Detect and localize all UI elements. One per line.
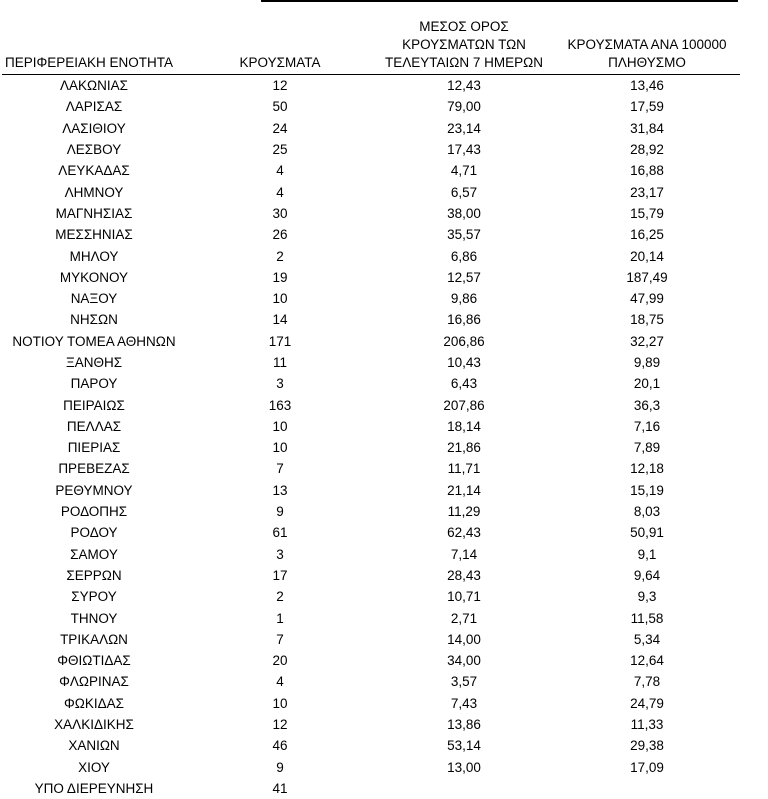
cell-region: ΜΕΣΣΗΝΙΑΣ [2,224,186,245]
cell-cases: 10 [186,693,374,714]
table-row [2,416,740,437]
cell-per100k: 29,38 [554,735,740,756]
cell-cases: 50 [186,96,374,117]
table-row [2,501,740,522]
cell-per100k: 11,33 [554,714,740,735]
cases-table [2,14,740,799]
table-row [2,267,740,288]
cell-region: ΝΟΤΙΟΥ ΤΟΜΕΑ ΑΘΗΝΩΝ [2,331,186,352]
cell-region: ΜΗΛΟΥ [2,245,186,266]
cell-per100k: 12,18 [554,458,740,479]
cell-cases: 26 [186,224,374,245]
cell-avg7: 3,57 [374,671,554,692]
cell-per100k: 15,19 [554,480,740,501]
cell-region: ΛΑΚΩΝΙΑΣ [2,75,186,97]
cell-avg7: 6,86 [374,245,554,266]
header-region: ΠΕΡΙΦΕΡΕΙΑΚΗ ΕΝΟΤΗΤΑ [2,14,186,75]
cell-per100k: 7,16 [554,416,740,437]
header-avg7-line3: ΤΕΛΕΥΤΑΙΩΝ 7 ΗΜΕΡΩΝ [374,54,554,72]
cell-cases: 14 [186,309,374,330]
cell-avg7: 16,86 [374,309,554,330]
header-per100k-line1: ΚΡΟΥΣΜΑΤΑ ΑΝΑ 100000 [554,36,740,54]
cell-cases: 1 [186,607,374,628]
cell-region: ΧΑΝΙΩΝ [2,735,186,756]
cell-per100k: 16,25 [554,224,740,245]
table-row [2,224,740,245]
cell-per100k: 24,79 [554,693,740,714]
table-row [2,437,740,458]
cell-per100k: 187,49 [554,267,740,288]
cell-cases: 4 [186,160,374,181]
table-row [2,565,740,586]
cell-avg7: 62,43 [374,522,554,543]
header-cases: ΚΡΟΥΣΜΑΤΑ [186,14,374,75]
cell-region: ΦΛΩΡΙΝΑΣ [2,671,186,692]
cell-cases: 7 [186,629,374,650]
cell-region: ΧΑΛΚΙΔΙΚΗΣ [2,714,186,735]
cell-region: ΛΕΣΒΟΥ [2,139,186,160]
cell-region: ΠΙΕΡΙΑΣ [2,437,186,458]
cell-cases: 30 [186,203,374,224]
cell-avg7: 12,57 [374,267,554,288]
cell-avg7: 79,00 [374,96,554,117]
cell-avg7: 53,14 [374,735,554,756]
header-row [2,14,740,75]
cell-region: ΛΕΥΚΑΔΑΣ [2,160,186,181]
cell-region: ΣΕΡΡΩΝ [2,565,186,586]
cell-avg7: 2,71 [374,607,554,628]
cell-avg7: 17,43 [374,139,554,160]
cell-avg7: 207,86 [374,394,554,415]
table-row [2,607,740,628]
cell-avg7: 10,71 [374,586,554,607]
cell-per100k: 9,1 [554,544,740,565]
table-row [2,544,740,565]
cell-avg7: 10,43 [374,352,554,373]
cell-per100k: 5,34 [554,629,740,650]
cell-cases: 24 [186,118,374,139]
cell-per100k: 13,46 [554,75,740,97]
cell-region: ΡΟΔΟΠΗΣ [2,501,186,522]
cell-per100k: 12,64 [554,650,740,671]
cell-per100k: 18,75 [554,309,740,330]
table-row [2,160,740,181]
cell-region: ΛΗΜΝΟΥ [2,181,186,202]
table-row [2,139,740,160]
cell-region: ΜΥΚΟΝΟΥ [2,267,186,288]
cell-region: ΝΗΣΩΝ [2,309,186,330]
table-row [2,778,740,799]
header-avg7-line2: ΚΡΟΥΣΜΑΤΩΝ ΤΩΝ [374,36,554,54]
cell-per100k: 20,1 [554,373,740,394]
cell-per100k: 9,89 [554,352,740,373]
table-row [2,331,740,352]
cell-avg7: 13,86 [374,714,554,735]
cell-avg7: 7,14 [374,544,554,565]
cell-cases: 41 [186,778,374,799]
table-row [2,458,740,479]
cell-cases: 19 [186,267,374,288]
table-row [2,650,740,671]
cell-per100k: 17,09 [554,757,740,778]
cell-avg7: 13,00 [374,757,554,778]
cell-cases: 12 [186,714,374,735]
cell-region: ΠΕΙΡΑΙΩΣ [2,394,186,415]
cell-per100k: 23,17 [554,181,740,202]
cell-region: ΠΡΕΒΕΖΑΣ [2,458,186,479]
cell-per100k: 31,84 [554,118,740,139]
table-row [2,203,740,224]
cell-region: ΡΟΔΟΥ [2,522,186,543]
cell-avg7: 23,14 [374,118,554,139]
cell-cases: 10 [186,416,374,437]
cell-avg7: 7,43 [374,693,554,714]
table-row [2,288,740,309]
cell-per100k [554,778,740,799]
table-body [2,75,740,799]
cell-region: ΤΡΙΚΑΛΩΝ [2,629,186,650]
cell-cases: 10 [186,288,374,309]
cell-avg7: 21,86 [374,437,554,458]
cell-per100k: 20,14 [554,245,740,266]
cell-region: ΞΑΝΘΗΣ [2,352,186,373]
table-row [2,394,740,415]
cell-avg7: 11,29 [374,501,554,522]
cell-region: ΝΑΞΟΥ [2,288,186,309]
cell-per100k: 50,91 [554,522,740,543]
cell-cases: 10 [186,437,374,458]
cell-per100k: 17,59 [554,96,740,117]
table-row [2,96,740,117]
table-row [2,693,740,714]
table-row [2,629,740,650]
cell-region: ΤΗΝΟΥ [2,607,186,628]
table-row [2,480,740,501]
cell-per100k: 16,88 [554,160,740,181]
table-row [2,118,740,139]
cell-avg7: 28,43 [374,565,554,586]
cell-region: ΣΑΜΟΥ [2,544,186,565]
cell-per100k: 36,3 [554,394,740,415]
cell-cases: 61 [186,522,374,543]
cell-per100k: 47,99 [554,288,740,309]
cell-per100k: 9,64 [554,565,740,586]
cell-per100k: 28,92 [554,139,740,160]
table-row [2,522,740,543]
cell-cases: 12 [186,75,374,97]
cell-cases: 4 [186,181,374,202]
cell-avg7: 14,00 [374,629,554,650]
cell-cases: 11 [186,352,374,373]
header-per100k [554,14,740,75]
header-avg7-line1: ΜΕΣΟΣ ΟΡΟΣ [374,18,554,36]
cell-avg7: 38,00 [374,203,554,224]
cell-avg7 [374,778,554,799]
cell-region: ΜΑΓΝΗΣΙΑΣ [2,203,186,224]
cell-avg7: 18,14 [374,416,554,437]
cell-avg7: 34,00 [374,650,554,671]
cell-avg7: 206,86 [374,331,554,352]
cell-avg7: 11,71 [374,458,554,479]
cell-region: ΡΕΘΥΜΝΟΥ [2,480,186,501]
cell-cases: 171 [186,331,374,352]
cell-cases: 7 [186,458,374,479]
cell-avg7: 9,86 [374,288,554,309]
cell-region: ΣΥΡΟΥ [2,586,186,607]
table-row [2,586,740,607]
table-row [2,373,740,394]
cell-cases: 9 [186,501,374,522]
table-row [2,671,740,692]
table-row [2,75,740,97]
top-rule [261,0,738,2]
table-row [2,245,740,266]
cell-cases: 4 [186,671,374,692]
header-per100k-line2: ΠΛΗΘΥΣΜΟ [554,54,740,72]
cell-cases: 46 [186,735,374,756]
cell-cases: 25 [186,139,374,160]
cell-per100k: 11,58 [554,607,740,628]
cell-avg7: 6,43 [374,373,554,394]
cell-region: ΛΑΡΙΣΑΣ [2,96,186,117]
header-avg7 [374,14,554,75]
cell-region: ΦΘΙΩΤΙΔΑΣ [2,650,186,671]
cell-cases: 9 [186,757,374,778]
cell-cases: 3 [186,544,374,565]
cell-per100k: 32,27 [554,331,740,352]
cell-cases: 163 [186,394,374,415]
cell-per100k: 15,79 [554,203,740,224]
table-row [2,735,740,756]
table-row [2,714,740,735]
cell-cases: 17 [186,565,374,586]
table-row [2,352,740,373]
cell-region: ΠΑΡΟΥ [2,373,186,394]
table-row [2,309,740,330]
cell-avg7: 4,71 [374,160,554,181]
cell-per100k: 8,03 [554,501,740,522]
cell-region: ΧΙΟΥ [2,757,186,778]
cell-avg7: 12,43 [374,75,554,97]
cell-avg7: 35,57 [374,224,554,245]
table-row [2,757,740,778]
cell-per100k: 7,89 [554,437,740,458]
cell-cases: 20 [186,650,374,671]
cell-cases: 2 [186,586,374,607]
cell-per100k: 7,78 [554,671,740,692]
table-row [2,181,740,202]
cell-avg7: 21,14 [374,480,554,501]
cell-region: ΦΩΚΙΔΑΣ [2,693,186,714]
cell-cases: 3 [186,373,374,394]
cell-cases: 2 [186,245,374,266]
cell-cases: 13 [186,480,374,501]
cell-avg7: 6,57 [374,181,554,202]
cell-region: ΠΕΛΛΑΣ [2,416,186,437]
cell-region: ΛΑΣΙΘΙΟΥ [2,118,186,139]
cell-region: ΥΠΟ ΔΙΕΡΕΥΝΗΣΗ [2,778,186,799]
cell-per100k: 9,3 [554,586,740,607]
